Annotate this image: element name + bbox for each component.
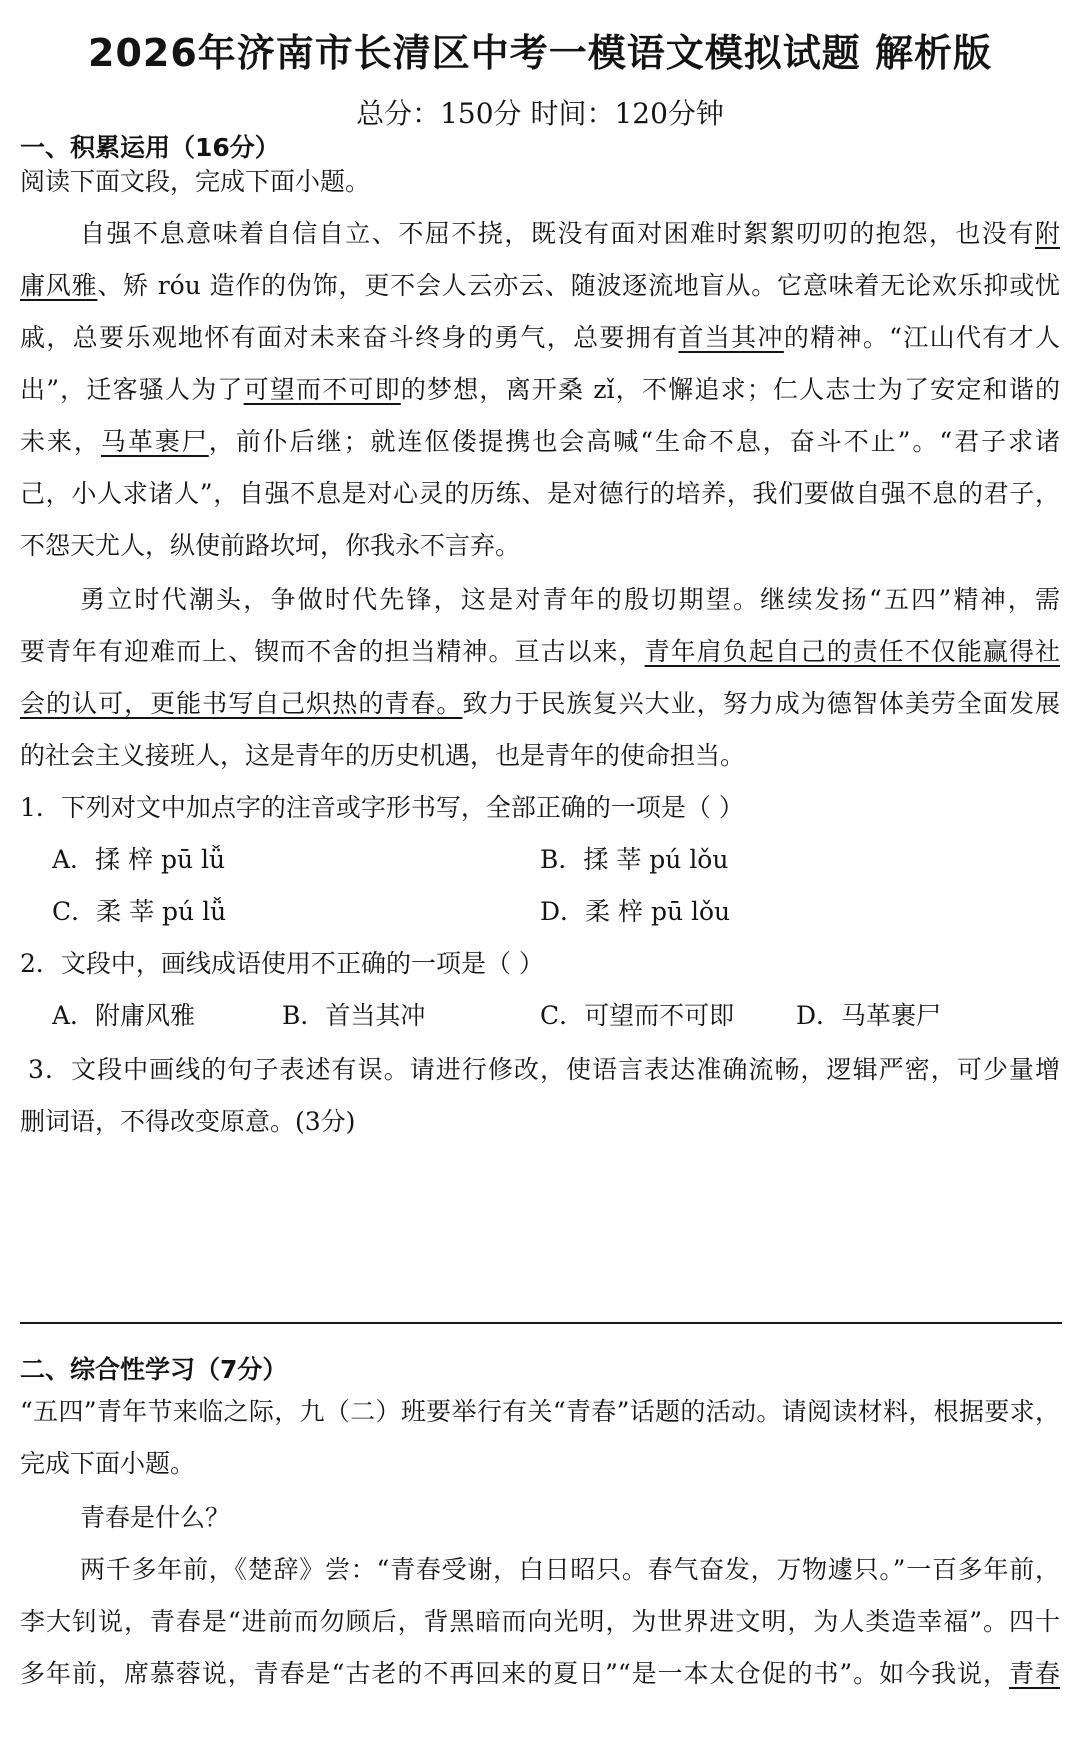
flawed-sentence-part1: 青年肩负起自己的责任不仅能赢得社 (644, 637, 1060, 666)
section1-intro: 阅读下面文段，完成下面小题。 (20, 167, 371, 196)
material-line2: 李大钊说，青春是“进前而勿顾后，背黑暗而向光明，为世界进文明，为人类造幸福”。四十 (20, 1607, 1060, 1636)
idiom-fuyongfengya-part2: 庸风雅 (20, 271, 98, 300)
idiom-shoudangqichong: 首当其冲 (678, 323, 784, 352)
passage1-line1 (80, 214, 1060, 254)
text: 自强不息意味着自信自立、不屈不挠，既没有面对困难时絮絮叨叨的抱怨，也没有 (80, 219, 1035, 248)
question2-option-a[interactable]: A．附庸风雅 (52, 1001, 196, 1030)
section1-heading: 一、积累运用（16分） (20, 133, 280, 162)
passage2-line4: 的社会主义接班人，这是青年的历史机遇，也是青年的使命担当。 (20, 741, 746, 770)
text: 的一项是（ ） (385, 949, 544, 978)
question1-option-b[interactable]: B．揉 莘 pú lǒu (540, 845, 729, 874)
section-divider (20, 1322, 1062, 1324)
passage1-line7: 不怨天尤人，纵使前路坎坷，你我永不言弃。 (20, 531, 521, 560)
question3-line1: 3．文段中画线的句子表述有误。请进行修改，使语言表达准确流畅，逻辑严密，可少量增 (28, 1055, 1060, 1084)
emphasis-char: 不 (311, 944, 336, 984)
text: 、矫 róu 造作的伪饰，更不会人云亦云、随波逐流地盲从。它意味着无论欢乐抑或忧 (97, 271, 1060, 300)
question1-stem: 1．下列对文中加点字的注音或字形书写，全部正确的一项是（ ） (20, 793, 744, 822)
text: 未来， (20, 427, 101, 456)
question1-option-d[interactable]: D．柔 梓 pū lǒu (540, 897, 731, 926)
text: 致力于民族复兴大业，努力成为德智体美劳全面发展 (462, 689, 1060, 718)
question2-option-d[interactable]: D．马革裹尸 (796, 1001, 942, 1030)
material-title: 青春是什么？ (80, 1503, 231, 1532)
passage2-line3 (20, 684, 1060, 724)
idiom-fuyongfengya-part1: 附 (1034, 219, 1060, 248)
question3-line2: 删词语，不得改变原意。(3分) (20, 1107, 356, 1136)
text: 的梦想，离开桑 zǐ，不懈追求；仁人志士为了安定和谐的 (400, 375, 1060, 404)
question1-option-a[interactable]: A．揉 梓 pū lǚ (52, 845, 226, 874)
text: 戚，总要乐观地怀有面对未来奋斗终身的勇气，总要拥有 (20, 323, 679, 352)
section2-intro-line2: 完成下面小题。 (20, 1449, 196, 1478)
emphasis-char: 确 (361, 944, 386, 984)
section2-intro-line1: “五四”青年节来临之际，九（二）班要举行有关“青春”话题的活动。请阅读材料，根据要求， (20, 1397, 1060, 1426)
question2-option-c[interactable]: C．可望而不可即 (540, 1001, 735, 1030)
idiom-mageguoshi: 马革裹尸 (100, 427, 209, 456)
passage1-line6: 己，小人求诸人”，自强不息是对心灵的历练、是对德行的培养，我们要做自强不息的君子， (20, 479, 1060, 508)
passage1-line4 (20, 370, 1060, 410)
text: 多年前，席慕蓉说，青春是“古老的不再回来的夏日”“是一本太仓促的书”。如今我说， (20, 1659, 1009, 1688)
passage2-line1: 勇立时代潮头，争做时代先锋，这是对青年的殷切期望。继续发扬“五四”精神，需 (80, 585, 1060, 614)
text: ，前仆后继；就连伛偻提携也会高喊“生命不息，奋斗不止”。“君子求诸 (208, 427, 1060, 456)
idiom-kewangerbukeji: 可望而不可即 (243, 375, 401, 404)
underlined-qingchun: 青春 (1009, 1659, 1060, 1688)
passage1-line5 (20, 422, 1060, 462)
passage2-line2 (20, 632, 1060, 672)
question2-option-b[interactable]: B．首当其冲 (282, 1001, 426, 1030)
passage1-line3 (20, 318, 1060, 358)
section2-heading: 二、综合性学习（7分） (20, 1355, 288, 1384)
question1-option-c[interactable]: C．柔 莘 pú lǚ (52, 897, 227, 926)
text: 出”，迁客骚人为了 (20, 375, 244, 404)
material-line1: 两千多年前，《楚辞》尝：“青春受谢，白日昭只。春气奋发，万物遽只。”一百多年前， (80, 1555, 1060, 1584)
question2-stem (20, 944, 1060, 984)
exam-title: 2026年济南市长清区中考一模语文模拟试题 解析版 (88, 31, 992, 75)
passage1-line2 (20, 266, 1060, 306)
exam-info: 总分：150分 时间：120分钟 (356, 97, 724, 130)
emphasis-char: 正 (336, 944, 361, 984)
text: 2．文段中，画线成语使用 (20, 949, 311, 978)
text: 的精神。“江山代有才人 (783, 323, 1060, 352)
material-line3 (20, 1654, 1060, 1694)
flawed-sentence-part2: 会的认可，更能书写自己炽热的青春。 (20, 689, 463, 718)
text: 要青年有迎难而上、锲而不舍的担当精神。亘古以来， (20, 637, 645, 666)
